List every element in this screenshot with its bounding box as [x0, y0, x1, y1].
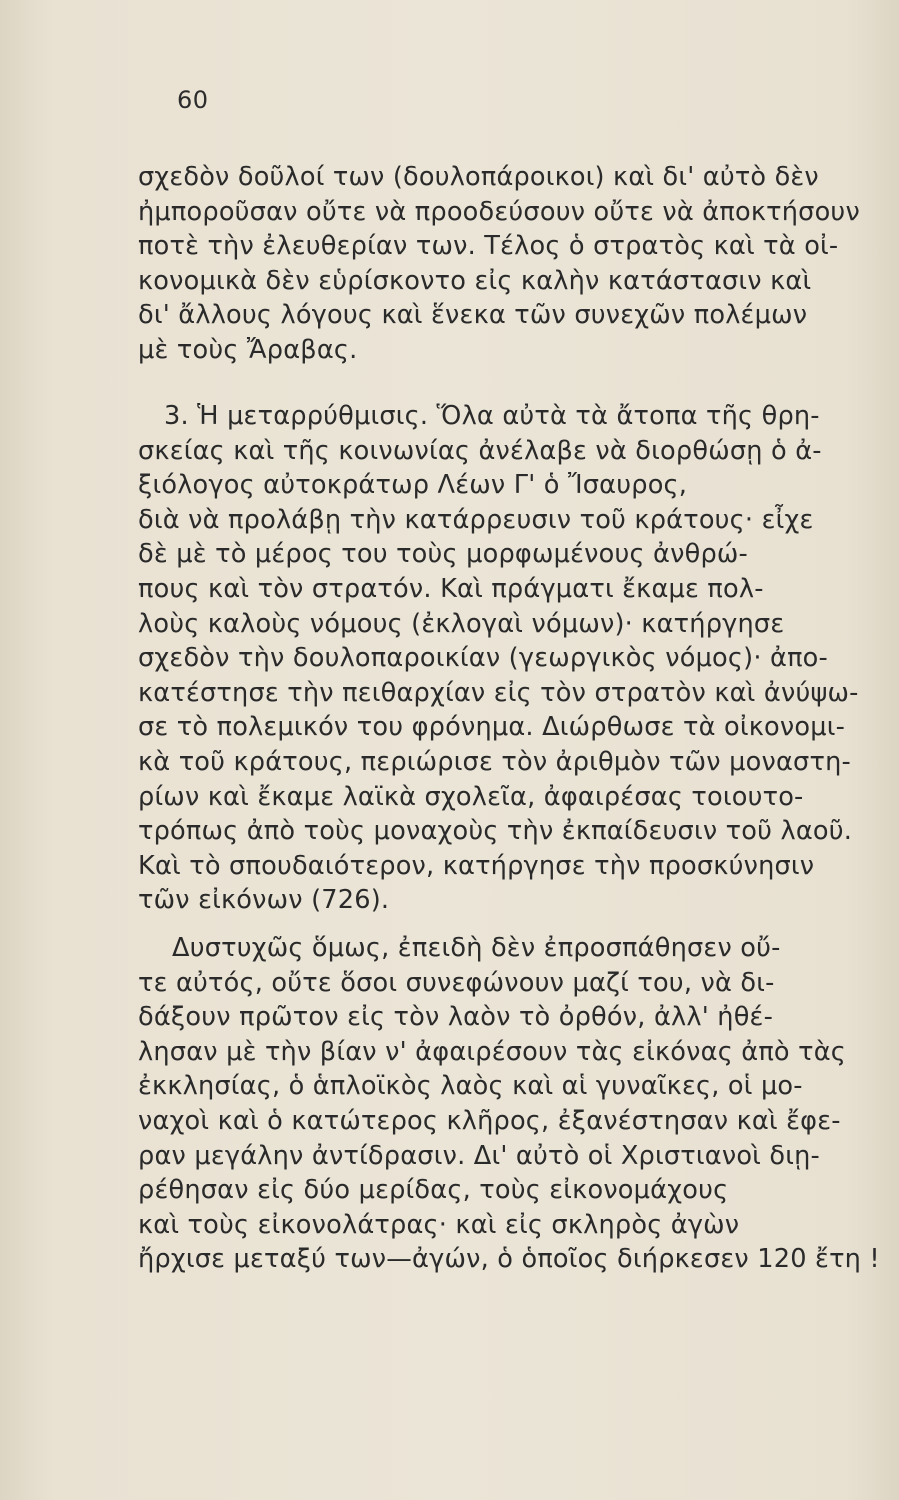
paragraph-3-line-1: Δυστυχῶς ὅμως, ἐπειδὴ δὲν ἐπροσπάθησεν οὔ-: [172, 933, 781, 963]
paragraph-1-line-3: ποτὲ τὴν ἐλευθερίαν των. Τέλος ὁ στρατὸς καὶ τὰ οἰ-: [138, 231, 839, 262]
paragraph-1-line-1: σχεδὸν δοῦλοί των (δουλοπάροικοι) καὶ δι' αὐτὸ δὲν: [138, 162, 819, 192]
paragraph-2-line-15: τῶν εἰκόνων (726).: [138, 885, 390, 916]
paragraph-2-line-3: ξιόλογος αὐτοκράτωρ Λέων Γ' ὁ Ἴσαυρος,: [138, 470, 688, 501]
paragraph-1-line-6: μὲ τοὺς Ἄραβας.: [138, 334, 358, 365]
paragraph-2-line-6: πους καὶ τὸν στρατόν. Καὶ πράγματι ἔκαμε πολ-: [138, 573, 764, 604]
paragraph-3-line-8: ρέθησαν εἰς δύο μερίδας, τοὺς εἰκονομάχους: [138, 1175, 729, 1206]
paragraph-1: [138, 160, 878, 368]
paragraph-3-line-4: λησαν μὲ τὴν βίαν ν' ἀφαιρέσουν τὰς εἰκόνας ἀπὸ τὰς: [138, 1036, 847, 1067]
paragraph-2-line-12: ρίων καὶ ἔκαμε λαϊκὰ σχολεῖα, ἀφαιρέσας τοιουτο-: [138, 781, 804, 812]
paragraph-3-line-7: ραν μεγάλην ἀντίδρασιν. Δι' αὐτὸ οἱ Χριστιανοὶ διῃ-: [138, 1140, 820, 1171]
paragraph-3-line-5: ἐκκλησίας, ὁ ἁπλοϊκὸς λαὸς καὶ αἱ γυναῖκες, οἱ μο-: [138, 1071, 803, 1102]
paragraph-3-line-10: ἤρχισε μεταξύ των—ἀγών, ὁ ὁποῖος διήρκεσεν 120 ἔτη !: [138, 1244, 880, 1275]
paragraph-2-line-14: Καὶ τὸ σπουδαιότερον, κατήργησε τὴν προσκύνησιν: [138, 850, 815, 881]
paragraph-3: [138, 931, 878, 1277]
paragraph-2-line-7: λοὺς καλοὺς νόμους (ἐκλογαὶ νόμων)· κατήργησε: [138, 608, 785, 639]
page-number: 60: [177, 86, 209, 114]
paragraph-2-line-13: τρόπως ἀπὸ τοὺς μοναχοὺς τὴν ἐκπαίδευσιν τοῦ λαοῦ.: [138, 816, 853, 847]
paragraph-3-line-9: καὶ τοὺς εἰκονολάτρας· καὶ εἰς σκληρὸς ἀγὼν: [138, 1209, 740, 1240]
paragraph-2-line-11: κὰ τοῦ κράτους, περιώρισε τὸν ἀριθμὸν τῶν μοναστη-: [138, 746, 851, 777]
paragraph-3-line-3: δάξουν πρῶτον εἰς τὸν λαὸν τὸ ὀρθόν, ἀλλ' ἠθέ-: [138, 1002, 774, 1033]
paragraph-2-line-10: σε τὸ πολεμικόν του φρόνημα. Διώρθωσε τὰ οἰκονομι-: [138, 712, 846, 743]
section-heading-line: 3. Ἡ μεταρρύθμισις. Ὅλα αὐτὰ τὰ ἄτοπα τῆς θρη-: [164, 401, 820, 431]
paragraph-2-line-8: σχεδὸν τὴν δουλοπαροικίαν (γεωργικὸς νόμος)· ἀπο-: [138, 643, 828, 674]
paragraph-2-line-2: σκείας καὶ τῆς κοινωνίας ἀνέλαβε νὰ διορθώσῃ ὁ ἀ-: [138, 435, 822, 466]
paragraph-2: [138, 399, 878, 918]
paragraph-3-line-2: τε αὐτός, οὔτε ὅσοι συνεφώνουν μαζί του, νὰ δι-: [138, 967, 775, 998]
paragraph-1-line-5: δι' ἄλλους λόγους καὶ ἕνεκα τῶν συνεχῶν πολέμων: [138, 300, 808, 331]
paragraph-2-line-9: κατέστησε τὴν πειθαρχίαν εἰς τὸν στρατὸν καὶ ἀνύψω-: [138, 677, 859, 708]
paragraph-3-line-6: ναχοὶ καὶ ὁ κατώτερος κλῆρος, ἐξανέστησαν καὶ ἔφε-: [138, 1105, 841, 1136]
paragraph-1-line-4: κονομικὰ δὲν εὑρίσκοντο εἰς καλὴν κατάστασιν καὶ: [138, 265, 812, 296]
paragraph-2-line-4: διὰ νὰ προλάβῃ τὴν κατάρρευσιν τοῦ κράτους· εἶχε: [138, 504, 814, 535]
paragraph-1-line-2: ἠμποροῦσαν οὔτε νὰ προοδεύσουν οὔτε νὰ ἀποκτήσουν: [138, 196, 860, 227]
paragraph-2-line-5: δὲ μὲ τὸ μέρος του τοὺς μορφωμένους ἀνθρώ-: [138, 539, 748, 570]
